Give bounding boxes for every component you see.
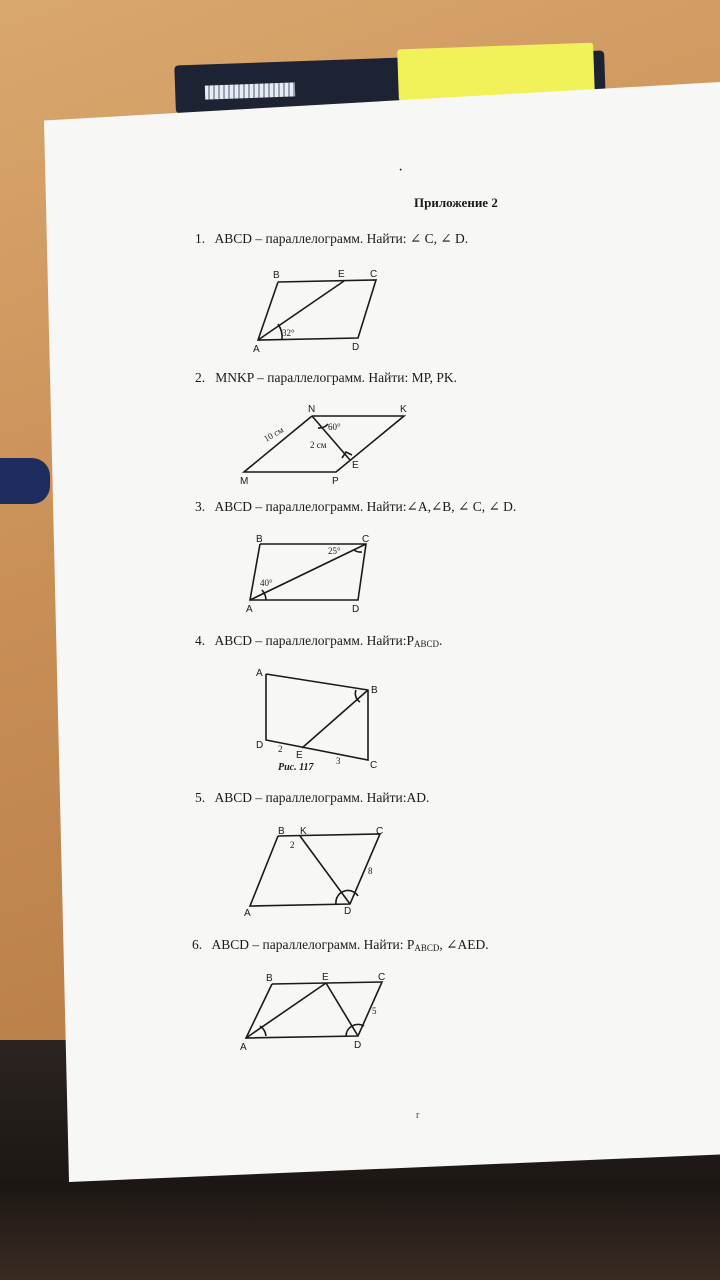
task-6-number: 6. bbox=[192, 937, 203, 952]
fig4-label-d: D bbox=[256, 740, 264, 751]
fig5-label-b: B bbox=[278, 826, 285, 837]
figure-6 bbox=[238, 970, 398, 1060]
figure-1 bbox=[240, 266, 400, 356]
task-2-text: MNKP – параллелограмм. Найти: MP, PK. bbox=[215, 370, 458, 385]
fig2-label-n: N bbox=[308, 404, 316, 415]
page-mark: r bbox=[416, 1110, 420, 1121]
fig1-parallelogram bbox=[258, 280, 376, 340]
fig3-angle-c-arc bbox=[354, 550, 362, 552]
figure-3 bbox=[240, 530, 390, 620]
task-2 bbox=[195, 370, 457, 386]
figure-4 bbox=[252, 664, 392, 774]
fig6-cd-value: 5 bbox=[372, 1006, 377, 1016]
fig3-label-b: B bbox=[256, 534, 263, 545]
fig5-parallelogram bbox=[250, 834, 380, 906]
task-3-text: ABCD – параллелограмм. Найти:∠A,∠B, ∠ C, ∠ D. bbox=[214, 499, 517, 514]
fig1-label-d: D bbox=[352, 342, 360, 353]
figure-5 bbox=[240, 822, 400, 922]
fig3-angle-a-value: 40° bbox=[260, 578, 273, 588]
task-4-number: 4. bbox=[195, 633, 206, 648]
fig2-label-k: K bbox=[400, 404, 407, 415]
appendix-title: Приложение 2 bbox=[414, 195, 498, 210]
fig1-label-a: A bbox=[253, 344, 260, 355]
fig3-label-a: A bbox=[246, 604, 253, 615]
task-3-number: 3. bbox=[195, 499, 206, 514]
fig5-angle-arc bbox=[336, 890, 358, 904]
task-6-text: ABCD – параллелограмм. Найти: P bbox=[211, 937, 415, 952]
pen-cap bbox=[0, 458, 50, 504]
task-2-number: 2. bbox=[195, 370, 206, 385]
fig5-bk-value: 2 bbox=[290, 840, 295, 850]
fig2-angle-value: 60° bbox=[328, 422, 341, 432]
fig3-label-c: C bbox=[362, 534, 370, 545]
fig6-label-e: E bbox=[322, 972, 329, 983]
task-3 bbox=[195, 499, 516, 515]
fig6-label-d: D bbox=[354, 1040, 362, 1051]
fig6-bisector-de bbox=[326, 983, 358, 1036]
fig3-diagonal-ac bbox=[250, 544, 366, 600]
task-6 bbox=[192, 937, 489, 953]
task-5 bbox=[195, 790, 429, 806]
fig4-label-c: C bbox=[370, 760, 378, 771]
fig3-angle-a-arc bbox=[262, 590, 266, 600]
fig6-angle-a-arc bbox=[260, 1026, 266, 1036]
figure-2 bbox=[236, 400, 416, 490]
fig1-label-c: C bbox=[370, 269, 378, 280]
fig1-bisector-ae bbox=[258, 281, 344, 340]
fig2-label-p: P bbox=[332, 476, 339, 487]
fig4-label-e: E bbox=[296, 750, 303, 761]
task-4-subscript: ABCD bbox=[414, 639, 440, 649]
task-6-subscript: ABCD bbox=[414, 943, 440, 953]
fig3-label-d: D bbox=[352, 604, 360, 615]
task-5-text: ABCD – параллелограмм. Найти:AD. bbox=[214, 790, 430, 805]
fig6-label-c: C bbox=[378, 972, 386, 983]
header-dot: · bbox=[398, 162, 404, 179]
fig4-bisector-be bbox=[302, 690, 368, 748]
fig5-label-c: C bbox=[376, 826, 384, 837]
fig4-label-b: B bbox=[371, 685, 378, 696]
fig5-cd-value: 8 bbox=[368, 866, 373, 876]
task-5-number: 5. bbox=[195, 790, 206, 805]
fig1-label-e: E bbox=[338, 269, 345, 280]
task-1-number: 1. bbox=[195, 231, 206, 246]
fig4-de-value: 2 bbox=[278, 744, 283, 754]
task-1-text: ABCD – параллелограмм. Найти: ∠ C, ∠ D. bbox=[214, 231, 469, 246]
fig6-label-b: B bbox=[266, 973, 273, 984]
fig4-caption: Рис. 117 bbox=[278, 762, 314, 773]
task-4-text-end: . bbox=[439, 633, 443, 648]
fig3-angle-c-value: 25° bbox=[328, 546, 341, 556]
fig6-bisector-ae bbox=[246, 983, 326, 1038]
fig5-bisector-dk bbox=[300, 836, 350, 904]
fig2-label-m: M bbox=[240, 476, 249, 487]
fig5-label-a: A bbox=[244, 908, 251, 919]
fig1-angle-value: 32° bbox=[282, 328, 295, 338]
fig5-label-k: K bbox=[300, 826, 307, 837]
fig1-label-b: B bbox=[273, 270, 280, 281]
fig6-label-a: A bbox=[240, 1042, 247, 1053]
fig5-label-d: D bbox=[344, 906, 352, 917]
task-6-text-end: , ∠AED. bbox=[439, 937, 489, 952]
task-4-text: ABCD – параллелограмм. Найти:P bbox=[214, 633, 415, 648]
task-1 bbox=[195, 231, 468, 247]
task-4 bbox=[195, 633, 442, 649]
fig4-label-a: A bbox=[256, 668, 263, 679]
fig4-ec-value: 3 bbox=[336, 756, 341, 766]
fig2-label-e: E bbox=[352, 460, 359, 471]
fig2-height-value: 2 см bbox=[310, 440, 327, 450]
fig2-side-value: 10 см bbox=[262, 424, 286, 444]
